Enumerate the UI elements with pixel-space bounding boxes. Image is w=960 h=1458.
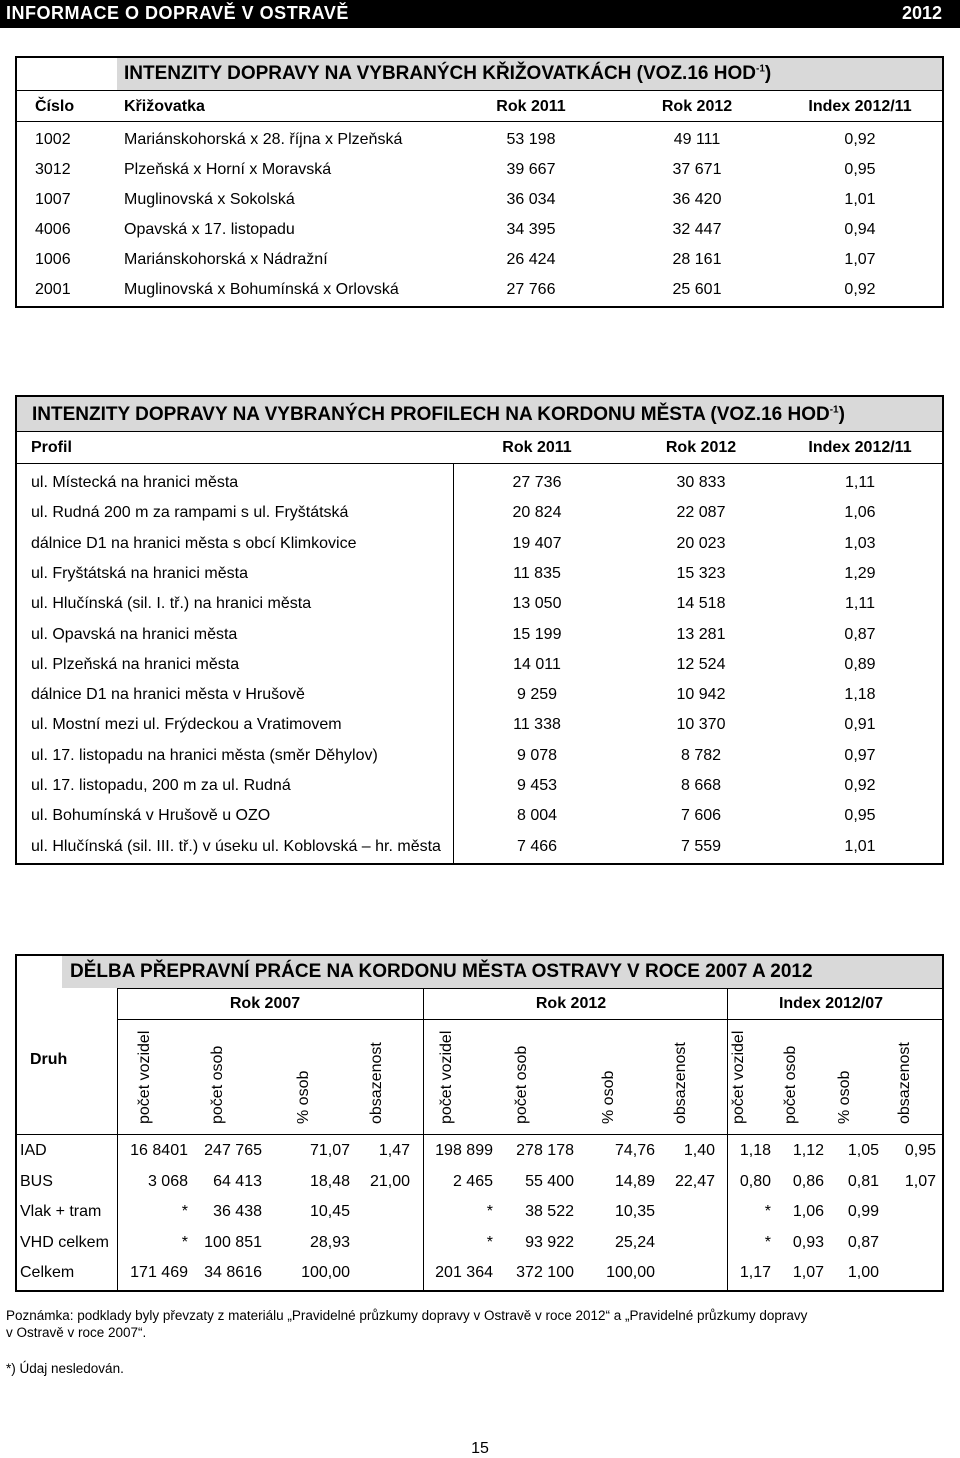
row-value-cell: 0,87 [847, 1233, 879, 1251]
row-value-cell: 34 8616 [204, 1264, 262, 1281]
header-year-2011: Rok 2011 [496, 98, 566, 115]
row-type-cell: IAD [20, 1142, 47, 1159]
source-note-line-2: v Ostravě v roce 2007“. [6, 1325, 147, 1340]
header-index: Index 2012/11 [808, 439, 912, 456]
row-index-cell: 1,01 [844, 837, 876, 855]
row-type-cell: Vlak + tram [20, 1203, 102, 1220]
row-value-cell: 198 899 [435, 1142, 493, 1159]
subheader-label: počet vozidel [136, 1030, 153, 1124]
row-year-2011-cell: 9 453 [516, 777, 558, 794]
row-value-cell: 3 068 [147, 1172, 188, 1190]
row-index-cell: 1,29 [844, 564, 876, 582]
row-profile-cell: ul. Hlučínská (sil. I. tř.) na hranici města [31, 595, 312, 613]
subheader-label: počet vozidel [438, 1030, 455, 1124]
document-header-title: INFORMACE O DOPRAVĚ V OSTRAVĚ [6, 3, 349, 23]
row-number-cell: 3012 [35, 161, 71, 178]
row-value-cell: 1,18 [739, 1142, 771, 1159]
table-modal-split-title: DĚLBA PŘEPRAVNÍ PRÁCE NA KORDONU MĚSTA OSTRAVY V ROCE 2007 A 2012 [70, 961, 813, 982]
row-year-2011-cell: 27 766 [506, 281, 556, 298]
row-value-cell: 0,81 [847, 1172, 879, 1190]
row-profile-cell: ul. Rudná 200 m za rampami s ul. Fryštátská [31, 504, 349, 522]
row-index-cell: 0,91 [844, 716, 876, 734]
row-year-2011-cell: 11 338 [513, 716, 561, 734]
row-index-cell: 0,92 [844, 777, 876, 794]
row-value-cell: 22,47 [674, 1172, 715, 1190]
header-number: Číslo [35, 98, 75, 115]
row-number-cell: 1007 [35, 191, 71, 208]
row-value-cell: 36 438 [213, 1203, 262, 1220]
header-year-2012: Rok 2012 [665, 439, 737, 456]
row-value-cell: 10,35 [614, 1203, 655, 1220]
row-year-2011-cell: 20 824 [512, 504, 562, 522]
row-value-cell: 1,07 [792, 1264, 824, 1281]
row-type-cell: BUS [20, 1172, 53, 1190]
row-value-cell: 21,00 [369, 1172, 410, 1190]
footnote-not-monitored: *) Údaj nesledován. [6, 1361, 124, 1376]
source-note [6, 1307, 956, 1341]
header-year-2012: Rok 2012 [661, 98, 733, 115]
row-index-cell: 0,89 [844, 655, 876, 673]
row-value-cell: * [764, 1233, 771, 1251]
row-year-2012-cell: 8 782 [680, 746, 722, 764]
row-year-2012-cell: 10 370 [676, 716, 726, 734]
row-year-2012-cell: 13 281 [676, 625, 726, 643]
row-year-2012-cell: 25 601 [672, 281, 722, 298]
row-value-cell: 1,12 [792, 1142, 824, 1159]
row-intersection-cell: Opavská x 17. listopadu [124, 221, 295, 238]
row-value-cell: 201 364 [435, 1264, 493, 1281]
row-index-cell: 1,03 [844, 534, 876, 552]
row-year-2012-cell: 8 668 [680, 777, 722, 794]
row-profile-cell: dálnice D1 na hranici města v Hrušově [31, 686, 305, 704]
row-index-cell: 1,06 [844, 504, 876, 522]
row-number-cell: 1002 [35, 131, 71, 148]
row-profile-cell: ul. Plzeňská na hranici města [31, 655, 240, 673]
table-intersections [15, 56, 944, 308]
row-value-cell: 1,17 [739, 1264, 771, 1281]
row-year-2011-cell: 34 395 [506, 221, 556, 238]
subheader-label: počet osob [209, 1045, 226, 1124]
row-value-cell: 14,89 [614, 1172, 655, 1190]
subheader-label: obsazenost [368, 1042, 385, 1124]
row-value-cell: 1,00 [847, 1264, 879, 1281]
row-year-2012-cell: 20 023 [676, 534, 726, 552]
header-type: Druh [30, 1051, 68, 1068]
row-year-2012-cell: 15 323 [676, 564, 726, 582]
row-type-cell: Celkem [20, 1264, 75, 1281]
row-value-cell: 38 522 [525, 1203, 574, 1220]
row-value-cell: 0,99 [847, 1203, 879, 1220]
row-year-2012-cell: 36 420 [672, 191, 722, 208]
row-intersection-cell: Muglinovská x Sokolská [124, 191, 295, 208]
row-value-cell: 100 851 [204, 1233, 262, 1251]
row-year-2012-cell: 14 518 [676, 595, 726, 613]
row-year-2012-cell: 49 111 [673, 131, 721, 148]
document-header-year: 2012 [901, 3, 942, 23]
subheader-label: počet osob [513, 1045, 530, 1124]
row-value-cell: 55 400 [525, 1172, 574, 1190]
row-value-cell: 171 469 [130, 1264, 188, 1281]
row-year-2011-cell: 7 466 [516, 837, 558, 855]
row-year-2011-cell: 9 078 [516, 746, 558, 764]
row-type-cell: VHD celkem [20, 1233, 109, 1251]
row-value-cell: 2 465 [452, 1172, 493, 1190]
row-year-2012-cell: 37 671 [672, 161, 722, 178]
row-value-cell: 0,86 [792, 1172, 824, 1190]
document-header [0, 0, 960, 28]
row-year-2011-cell: 26 424 [506, 251, 556, 268]
group-year-2007: Rok 2007 [229, 995, 301, 1012]
row-index-cell: 0,87 [844, 625, 876, 643]
header-profile: Profil [31, 439, 72, 456]
row-year-2011-cell: 13 050 [512, 595, 562, 613]
row-profile-cell: ul. 17. listopadu na hranici města (směr Děhylov) [31, 746, 378, 764]
row-value-cell: 16 8401 [130, 1142, 188, 1159]
row-value-cell: 372 100 [516, 1264, 574, 1281]
header-year-2011: Rok 2011 [502, 439, 572, 456]
row-year-2011-cell: 8 004 [516, 807, 558, 825]
row-value-cell: 25,24 [614, 1233, 655, 1251]
row-value-cell: * [486, 1203, 493, 1220]
row-year-2012-cell: 10 942 [676, 686, 726, 704]
row-value-cell: 1,06 [792, 1203, 824, 1220]
row-value-cell: 28,93 [309, 1233, 350, 1251]
row-value-cell: 1,05 [847, 1142, 879, 1159]
table-intersections-title: INTENZITY DOPRAVY NA VYBRANÝCH KŘIŽOVATKÁCH (VOZ.16 $HOD^{-1}$) [124, 63, 772, 84]
row-number-cell: 4006 [35, 221, 71, 238]
row-index-cell: 0,92 [844, 281, 876, 298]
row-value-cell: 100,00 [301, 1264, 350, 1281]
row-year-2011-cell: 9 259 [516, 686, 558, 704]
row-value-cell: * [181, 1203, 188, 1220]
row-year-2011-cell: 39 667 [506, 161, 556, 178]
row-value-cell: * [181, 1233, 188, 1251]
row-year-2012-cell: 7 559 [680, 837, 722, 855]
subheader-label: obsazenost [896, 1042, 913, 1124]
row-intersection-cell: Mariánskohorská x Nádražní [124, 251, 328, 268]
row-intersection-cell: Muglinovská x Bohumínská x Orlovská [124, 281, 399, 298]
row-index-cell: 1,11 [845, 474, 875, 491]
row-profile-cell: ul. Bohumínská v Hrušově u OZO [31, 807, 271, 825]
row-value-cell: 74,76 [614, 1142, 655, 1159]
header-intersection: Křižovatka [124, 98, 205, 115]
table-profiles-title: INTENZITY DOPRAVY NA VYBRANÝCH PROFILECH NA KORDONU MĚSTA (VOZ.16 $HOD^{-1}$) [32, 404, 845, 425]
row-year-2011-cell: 36 034 [506, 191, 556, 208]
row-year-2012-cell: 32 447 [672, 221, 722, 238]
subheader-label: počet osob [782, 1045, 799, 1124]
row-number-cell: 2001 [35, 281, 71, 298]
row-profile-cell: ul. Místecká na hranici města [31, 474, 239, 491]
row-value-cell: 64 413 [213, 1172, 262, 1190]
row-index-cell: 1,11 [845, 595, 875, 613]
row-profile-cell: ul. Opavská na hranici města [31, 625, 238, 643]
row-intersection-cell: Plzeňská x Horní x Moravská [124, 161, 332, 178]
subheader-label: % osob [836, 1070, 853, 1124]
row-value-cell: 100,00 [606, 1264, 655, 1281]
row-value-cell: * [764, 1203, 771, 1220]
row-year-2011-cell: 11 835 [513, 564, 561, 582]
row-index-cell: 0,94 [844, 221, 876, 238]
subheader-label: obsazenost [672, 1042, 689, 1124]
row-year-2011-cell: 53 198 [506, 131, 556, 148]
row-year-2011-cell: 15 199 [512, 625, 562, 643]
group-index: Index 2012/07 [778, 995, 884, 1012]
row-profile-cell: ul. 17. listopadu, 200 m za ul. Rudná [31, 777, 291, 794]
subheader-label: % osob [600, 1070, 617, 1124]
row-index-cell: 1,07 [844, 251, 876, 268]
row-year-2012-cell: 28 161 [672, 251, 722, 268]
row-index-cell: 0,97 [844, 746, 876, 764]
row-profile-cell: dálnice D1 na hranici města s obcí Klimkovice [31, 534, 357, 552]
row-index-cell: 0,95 [844, 807, 876, 825]
row-value-cell: 1,07 [904, 1172, 936, 1190]
row-intersection-cell: Mariánskohorská x 28. října x Plzeňská [124, 131, 403, 148]
row-year-2011-cell: 27 736 [512, 474, 562, 491]
row-year-2011-cell: 14 011 [513, 655, 561, 673]
row-profile-cell: ul. Fryštátská na hranici města [31, 564, 248, 582]
row-year-2012-cell: 7 606 [680, 807, 722, 825]
row-index-cell: 1,18 [844, 686, 876, 704]
row-value-cell: 247 765 [204, 1142, 262, 1159]
row-value-cell: 18,48 [309, 1172, 350, 1190]
page-number: 15 [471, 1440, 489, 1457]
row-value-cell: 1,40 [683, 1142, 715, 1159]
row-value-cell: 93 922 [525, 1233, 574, 1251]
row-value-cell: * [486, 1233, 493, 1251]
row-index-cell: 1,01 [844, 191, 876, 208]
row-profile-cell: ul. Mostní mezi ul. Frýdeckou a Vratimovem [31, 716, 342, 734]
row-year-2012-cell: 12 524 [676, 655, 726, 673]
row-value-cell: 10,45 [309, 1203, 350, 1220]
row-value-cell: 0,95 [904, 1142, 936, 1159]
row-index-cell: 0,92 [844, 131, 876, 148]
subheader-label: počet vozidel [730, 1030, 747, 1124]
row-value-cell: 71,07 [309, 1142, 350, 1159]
row-value-cell: 1,47 [378, 1142, 410, 1159]
row-year-2011-cell: 19 407 [512, 534, 562, 552]
row-index-cell: 0,95 [844, 161, 876, 178]
row-number-cell: 1006 [35, 251, 71, 268]
row-year-2012-cell: 22 087 [676, 504, 726, 522]
source-note-line-1: Poznámka: podklady byly převzaty z materiálu „Pravidelné průzkumy dopravy v Ostravě v roce 2012“ a „Pravidelné průzkumy dopravy [6, 1308, 808, 1323]
header-index: Index 2012/11 [808, 98, 912, 115]
group-year-2012: Rok 2012 [535, 995, 607, 1012]
row-profile-cell: ul. Hlučínská (sil. III. tř.) v úseku ul. Koblovská – hr. města [31, 837, 441, 855]
row-value-cell: 0,80 [739, 1172, 771, 1190]
row-value-cell: 0,93 [792, 1233, 824, 1251]
subheader-label: % osob [295, 1070, 312, 1124]
row-value-cell: 278 178 [516, 1142, 574, 1159]
row-year-2012-cell: 30 833 [676, 474, 726, 491]
